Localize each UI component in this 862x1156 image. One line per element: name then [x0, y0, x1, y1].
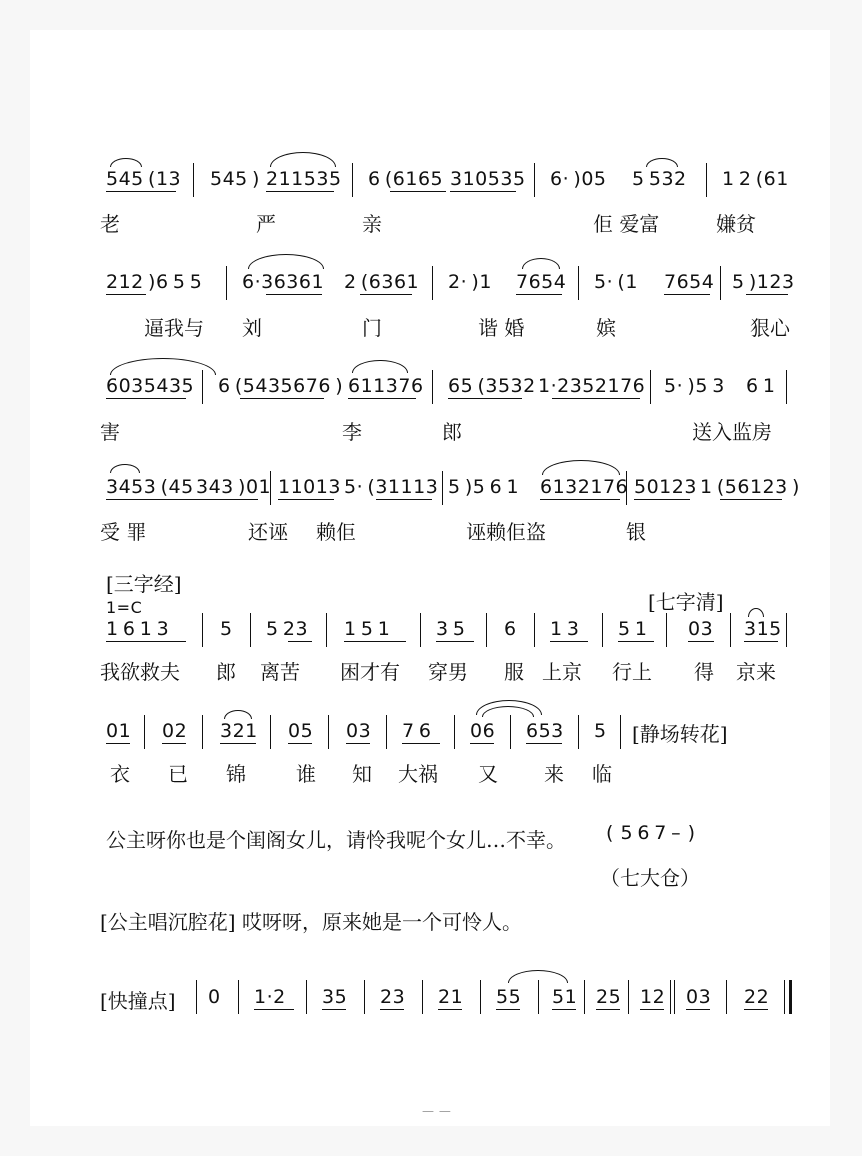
slur [522, 258, 560, 269]
lyric: 我欲救夫 [100, 660, 180, 684]
note-group: 310535 [450, 168, 526, 190]
note-group: 5 23 [266, 618, 309, 640]
note-group: 6·36361 [242, 271, 325, 293]
note-group: 5· (1 [594, 271, 638, 293]
lyric: 送入监房 [692, 420, 772, 444]
barline [306, 980, 307, 1014]
barline [670, 980, 671, 1014]
note-group: 65 (3532 [448, 375, 536, 397]
underline [634, 499, 690, 500]
underline [278, 499, 334, 500]
lyric: 郎 [442, 420, 462, 444]
barline [202, 613, 203, 647]
barline [578, 715, 579, 749]
lyric: 谐 婚 [478, 316, 525, 340]
spoken-line: [公主唱沉腔花] 哎呀呀，原来她是一个可怜人。 [100, 910, 522, 934]
note-group: 7654 [664, 271, 715, 293]
note-group: 6035435 [106, 375, 195, 397]
score-page [30, 30, 830, 1126]
barline [202, 370, 203, 404]
key-signature: 1=C [106, 598, 143, 617]
underline [106, 294, 146, 295]
underline [540, 499, 620, 500]
note-group: 06 [470, 720, 496, 742]
note-group: 25 [596, 986, 622, 1008]
lyric: 逼我与 [144, 316, 204, 340]
barline [534, 613, 535, 647]
barline [602, 613, 603, 647]
lyric: 锦 [226, 762, 246, 786]
note-group: 50123 [634, 476, 697, 498]
slur [110, 158, 142, 167]
lyric: 行上 [612, 660, 652, 684]
note-group: 6 (5435676 ) [218, 375, 344, 397]
lyric: 银 [626, 520, 646, 544]
slur [352, 360, 408, 373]
underline [470, 743, 494, 744]
note-group: 5 [220, 618, 233, 640]
note-group: 315 [744, 618, 782, 640]
barline [534, 163, 535, 197]
barline [786, 370, 787, 404]
barline [538, 980, 539, 1014]
underline [390, 191, 446, 192]
slur [270, 152, 336, 167]
note-group: 03 [346, 720, 372, 742]
lyric: 老 [100, 212, 120, 236]
lyric: 害 [100, 420, 120, 444]
lyric: 谁 [296, 762, 316, 786]
note-group: 7 6 [402, 720, 432, 742]
note-group: 6· )05 [550, 168, 607, 190]
underline [402, 743, 440, 744]
lyric: 刘 [242, 316, 262, 340]
underline [322, 1009, 346, 1010]
note-group: 3453 (45 [106, 476, 194, 498]
underline [266, 191, 334, 192]
note-group: 611376 [348, 375, 424, 397]
barline [706, 163, 707, 197]
lyric: 郎 [216, 660, 236, 684]
barline [666, 613, 667, 647]
slur [542, 460, 620, 475]
note-group: 51 [552, 986, 578, 1008]
slur [224, 710, 252, 719]
underline [106, 191, 176, 192]
spoken-line: （七大仓） [600, 866, 700, 890]
barline [352, 163, 353, 197]
barline [432, 370, 433, 404]
underline [688, 641, 714, 642]
note-group: 01 [106, 720, 132, 742]
underline [448, 398, 522, 399]
barline [578, 266, 579, 300]
note-group: 1 (56123 ) [700, 476, 800, 498]
underline [380, 1009, 404, 1010]
barline [250, 613, 251, 647]
note-group: 5 1 [618, 618, 648, 640]
barline [442, 471, 443, 505]
underline [552, 398, 640, 399]
lyric: 来 [544, 762, 564, 786]
lyric: 穿男 [428, 660, 468, 684]
lyric: 困才有 [340, 660, 400, 684]
barline [650, 370, 651, 404]
note-group: 1 6 1 3 [106, 618, 170, 640]
note-group: 11013 [278, 476, 341, 498]
underline [552, 1009, 576, 1010]
barline [202, 715, 203, 749]
barline [720, 266, 721, 300]
note-group: 653 [526, 720, 564, 742]
lyric: 服 [504, 660, 524, 684]
underline [550, 641, 588, 642]
lyric: 嫔 [596, 316, 616, 340]
underline [516, 294, 562, 295]
note-group: 6132176 [540, 476, 629, 498]
underline [640, 1009, 664, 1010]
underline [106, 641, 186, 642]
underline [106, 499, 258, 500]
lyric: 嫌贫 [716, 212, 756, 236]
underline [288, 743, 312, 744]
note-group: 35 [322, 986, 348, 1008]
note-group: 321 [220, 720, 258, 742]
slur [646, 158, 678, 167]
slur [748, 608, 764, 617]
note-group: 5 532 [632, 168, 687, 190]
underline [346, 743, 370, 744]
note-group: 1·2352176 [538, 375, 646, 397]
underline [436, 641, 474, 642]
underline [360, 294, 412, 295]
note-group: 22 [744, 986, 770, 1008]
barline [674, 980, 675, 1014]
note-group: 1 2 (61 [722, 168, 789, 190]
note-group: 0 [208, 986, 221, 1008]
note-group: ( 5 6 7 – ) [606, 822, 696, 844]
barline [326, 613, 327, 647]
note-group: 5· (31113 [344, 476, 439, 498]
barline [486, 613, 487, 647]
barline [238, 980, 239, 1014]
underline [720, 499, 782, 500]
lyric: 赖佢 [316, 520, 356, 544]
section-label: [静场转花] [632, 722, 728, 746]
underline [376, 499, 432, 500]
barline [420, 613, 421, 647]
spoken-line: 公主呀你也是个闺阁女儿，请怜我呢个女儿…不幸。 [106, 828, 566, 852]
note-group: 1 3 [550, 618, 580, 640]
underline [664, 294, 710, 295]
underline [106, 398, 186, 399]
underline [106, 743, 130, 744]
underline [254, 1009, 294, 1010]
lyric: 还诬 [248, 520, 288, 544]
note-group: 6 (6165 [368, 168, 444, 190]
note-group: 211535 [266, 168, 342, 190]
underline [618, 641, 654, 642]
note-group: 545 (13 [106, 168, 182, 190]
barline [226, 266, 227, 300]
barline [270, 471, 271, 505]
lyric: 诬赖佢盗 [466, 520, 546, 544]
final-barline [789, 980, 792, 1014]
section-label: [七字清] [648, 590, 724, 614]
barline [193, 163, 194, 197]
underline [450, 191, 516, 192]
underline [596, 1009, 620, 1010]
lyric: 京来 [736, 660, 776, 684]
barline [328, 715, 329, 749]
slur [248, 254, 324, 269]
lyric: 衣 [110, 762, 130, 786]
underline [288, 641, 312, 642]
underline [496, 1009, 520, 1010]
note-group: 5 [594, 720, 607, 742]
note-group: 1·2 [254, 986, 286, 1008]
note-group: 03 [686, 986, 712, 1008]
underline [220, 743, 256, 744]
lyric: 李 [342, 420, 362, 444]
barline [432, 266, 433, 300]
section-label: [快撞点] [100, 989, 176, 1013]
note-group: 23 [380, 986, 406, 1008]
note-group: 12 [640, 986, 666, 1008]
barline [144, 715, 145, 749]
underline [348, 398, 416, 399]
underline [438, 1009, 462, 1010]
barline [510, 715, 511, 749]
section-label: [三字经] [106, 572, 182, 596]
note-group: 5 )5 6 1 [448, 476, 520, 498]
underline [344, 641, 406, 642]
lyric: 已 [168, 762, 188, 786]
note-group: 3 5 [436, 618, 466, 640]
note-group: 2· )1 [448, 271, 492, 293]
lyric: 知 [352, 762, 372, 786]
underline [162, 743, 186, 744]
underline [526, 743, 562, 744]
lyric: 亲 [362, 212, 382, 236]
underline [686, 1009, 710, 1010]
barline [422, 980, 423, 1014]
barline [626, 471, 627, 505]
note-group: 1 5 1 [344, 618, 391, 640]
note-group: 343 )01 [196, 476, 272, 498]
barline [386, 715, 387, 749]
note-group: 21 [438, 986, 464, 1008]
lyric: 严 [256, 212, 276, 236]
barline [726, 980, 727, 1014]
barline [270, 715, 271, 749]
underline [746, 294, 788, 295]
barline [196, 980, 197, 1014]
underline [744, 641, 778, 642]
barline [730, 613, 731, 647]
barline [480, 980, 481, 1014]
lyric: 佢 爱富 [593, 212, 660, 236]
underline [240, 398, 324, 399]
note-group: 212 )6 5 5 [106, 271, 203, 293]
lyric: 离苦 [260, 660, 300, 684]
lyric: 狠心 [750, 316, 790, 340]
slur [508, 970, 568, 983]
note-group: 2 (6361 [344, 271, 420, 293]
note-group: 55 [496, 986, 522, 1008]
lyric: 受 罪 [100, 520, 147, 544]
lyric: 临 [592, 762, 612, 786]
lyric: 大祸 [398, 762, 438, 786]
barline [786, 613, 787, 647]
lyric: 得 [694, 660, 714, 684]
note-group: 5· )5 3 [664, 375, 725, 397]
barline [620, 715, 621, 749]
lyric: 又 [478, 762, 498, 786]
lyric: 门 [362, 316, 382, 340]
note-group: 5 )123 [732, 271, 795, 293]
underline [266, 294, 322, 295]
note-group: 6 1 [746, 375, 776, 397]
note-group: 545 ) [210, 168, 260, 190]
slur [110, 358, 216, 375]
note-group: 02 [162, 720, 188, 742]
note-group: 05 [288, 720, 314, 742]
barline [784, 980, 785, 1014]
page-footer: — — [422, 1104, 452, 1118]
barline [364, 980, 365, 1014]
barline [454, 715, 455, 749]
lyric: 上京 [542, 660, 582, 684]
slur [110, 464, 140, 473]
underline [744, 1009, 768, 1010]
note-group: 03 [688, 618, 714, 640]
note-group: 7654 [516, 271, 567, 293]
barline [584, 980, 585, 1014]
note-group: 6 [504, 618, 517, 640]
barline [628, 980, 629, 1014]
